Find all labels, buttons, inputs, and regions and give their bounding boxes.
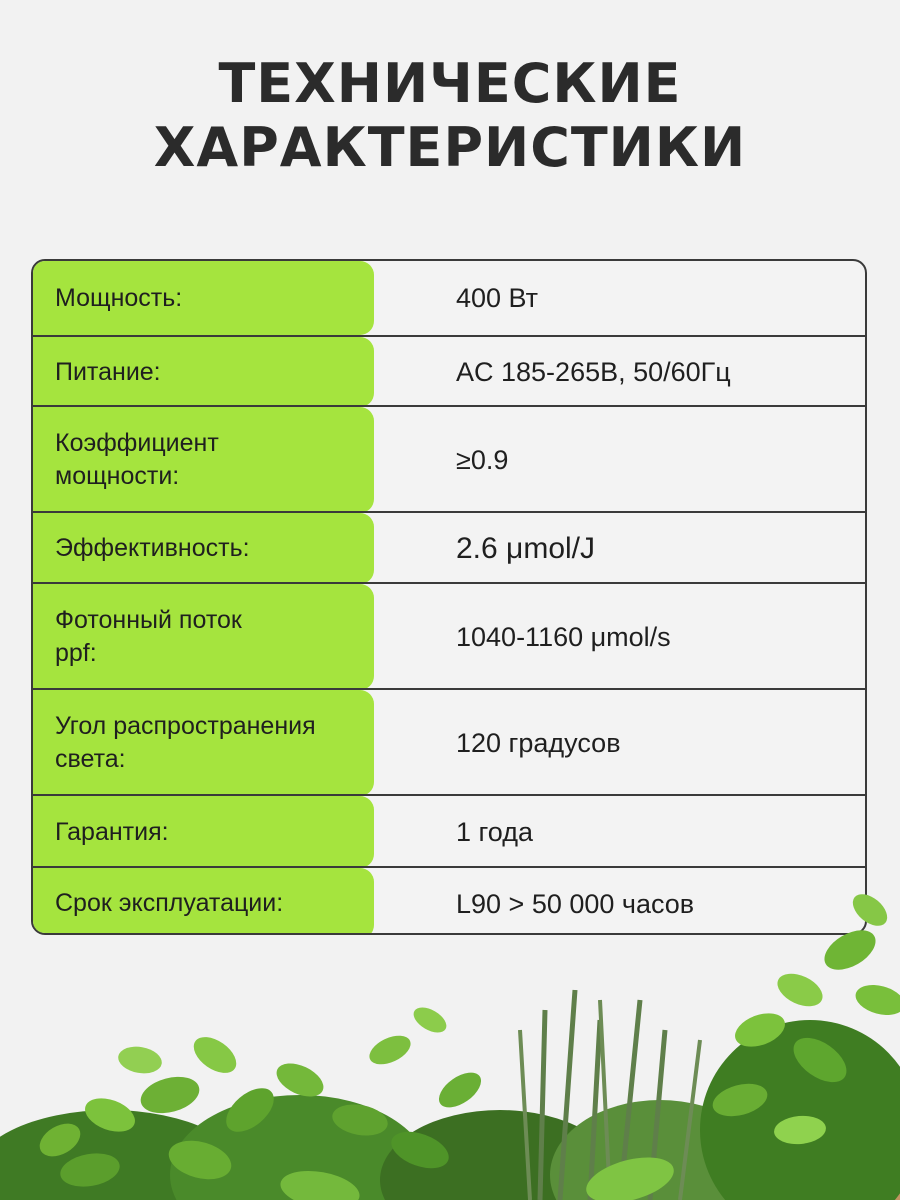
spec-row-photon-flux: [33, 582, 865, 690]
spec-value: 1 года: [456, 817, 533, 847]
spec-value: L90 > 50 000 часов: [456, 888, 695, 919]
spec-value: 1040-1160 μmol/s: [456, 622, 671, 652]
spec-row-warranty: [33, 794, 865, 868]
spec-table: [31, 259, 867, 935]
herb-plants-image: [0, 880, 900, 1200]
page-title: [0, 52, 900, 180]
spec-label: Питание:: [33, 337, 374, 407]
spec-value: ≥0.9: [456, 445, 509, 475]
spec-label: Мощность:: [33, 261, 374, 335]
spec-value: AC 185-265В, 50/60Гц: [456, 357, 731, 387]
spec-value: 400 Вт: [456, 283, 539, 313]
page-title-line-1: ТЕХНИЧЕСКИЕ: [218, 52, 682, 115]
spec-label: Коэффициент мощности:: [33, 407, 374, 513]
spec-value: 120 градусов: [456, 728, 621, 758]
spec-value: 2.6 μmol/J: [456, 531, 595, 565]
spec-row-power-factor: [33, 405, 865, 513]
page-title-line-2: ХАРАКТЕРИСТИКИ: [153, 116, 747, 179]
spec-label: Срок эксплуатации:: [33, 868, 374, 935]
spec-label: Угол распространения света:: [33, 690, 374, 796]
spec-row-light-angle: [33, 688, 865, 796]
spec-row-supply: [33, 335, 865, 407]
spec-row-power: [33, 261, 865, 335]
spec-label: Эффективность:: [33, 513, 374, 584]
spec-row-efficiency: [33, 511, 865, 584]
spec-label: Фотонный поток ppf:: [33, 584, 374, 690]
spec-label: Гарантия:: [33, 796, 374, 868]
